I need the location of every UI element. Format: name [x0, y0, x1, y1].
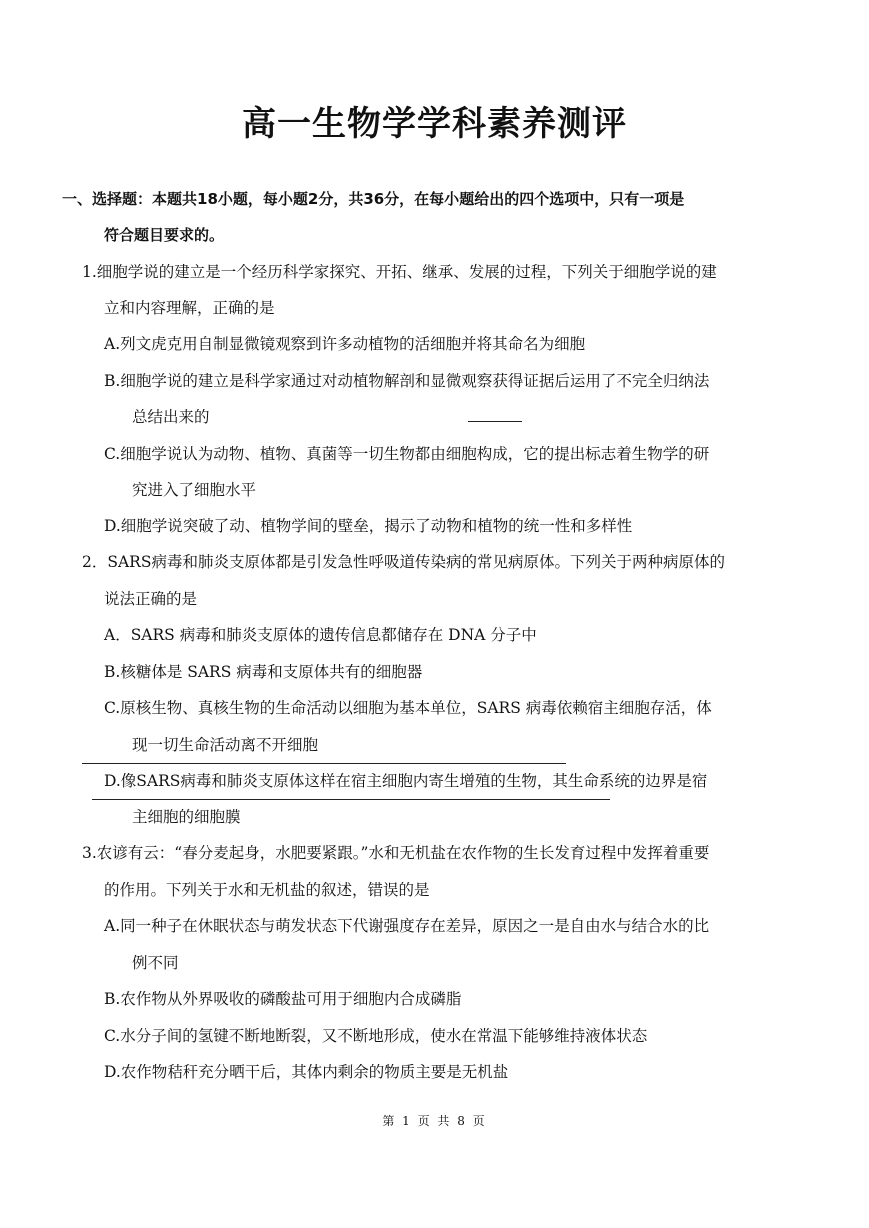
q2-option-d-line2: 主细胞的细胞膜: [132, 808, 241, 826]
section-heading-line1: 一、选择题：本题共18小题，每小题2分，共36分，在每小题给出的四个选项中，只有一项是: [62, 190, 685, 208]
q1-stem-line2: 立和内容理解，正确的是: [104, 299, 275, 317]
q3-option-a-line2: 例不同: [132, 954, 179, 972]
q2-option-d-line1: D.像SARS病毒和肺炎支原体这样在宿主细胞内寄生增殖的生物，其生命系统的边界是宿: [104, 772, 708, 790]
q2-stem-line2: 说法正确的是: [104, 590, 198, 608]
q1-option-c-line2: 究进入了细胞水平: [132, 481, 257, 499]
divider-line: [82, 763, 566, 764]
q3-option-d: D.农作物秸秆充分晒干后，其体内剩余的物质主要是无机盐: [104, 1063, 509, 1081]
q2-option-b: B.核糖体是 SARS 病毒和支原体共有的细胞器: [104, 663, 423, 681]
q2-option-c-line1: C.原核生物、真核生物的生命活动以细胞为基本单位，SARS 病毒依赖宿主细胞存活，体: [104, 699, 712, 717]
q3-option-c: C.水分子间的氢键不断地断裂，又不断地形成，使水在常温下能够维持液体状态: [104, 1027, 648, 1045]
page-footer: 第 1 页 共 8 页: [382, 1114, 487, 1128]
q1-option-b-line1: B.细胞学说的建立是科学家通过对动植物解剖和显微观察获得证据后运用了不完全归纳法: [104, 372, 710, 390]
q3-stem-line2: 的作用。下列关于水和无机盐的叙述，错误的是: [104, 881, 430, 899]
q1-option-b-line2: 总结出来的: [132, 408, 210, 426]
q3-stem-line1: 3.农谚有云：“春分麦起身，水肥要紧跟。”水和无机盐在农作物的生长发育过程中发挥着重要: [82, 844, 710, 862]
q1-stem-line1: 1.细胞学说的建立是一个经历科学家探究、开拓、继承、发展的过程，下列关于细胞学说的建: [82, 263, 717, 281]
q3-option-a-line1: A.同一种子在休眠状态与萌发状态下代谢强度存在差异，原因之一是自由水与结合水的比: [104, 917, 710, 935]
page-title: 高一生物学学科素养测评: [242, 104, 627, 144]
q1-option-d: D.细胞学说突破了动、植物学间的壁垒，揭示了动物和植物的统一性和多样性: [104, 517, 633, 535]
q3-option-b: B.农作物从外界吸收的磷酸盐可用于细胞内合成磷脂: [104, 990, 462, 1008]
divider-line: [92, 799, 610, 800]
q1-option-c-line1: C.细胞学说认为动物、植物、真菌等一切生物都由细胞构成，它的提出标志着生物学的研: [104, 445, 710, 463]
underline-mark: [468, 421, 522, 422]
q2-option-c-line2: 现一切生命活动离不开细胞: [132, 736, 319, 754]
section-heading-line2: 符合题目要求的。: [104, 226, 225, 244]
q1-option-a: A.列文虎克用自制显微镜观察到许多动植物的活细胞并将其命名为细胞: [104, 335, 586, 353]
q2-stem-line1: 2．SARS病毒和肺炎支原体都是引发急性呼吸道传染病的常见病原体。下列关于两种病原体的: [82, 553, 725, 571]
q2-option-a: A．SARS 病毒和肺炎支原体的遗传信息都储存在 DNA 分子中: [104, 626, 537, 644]
